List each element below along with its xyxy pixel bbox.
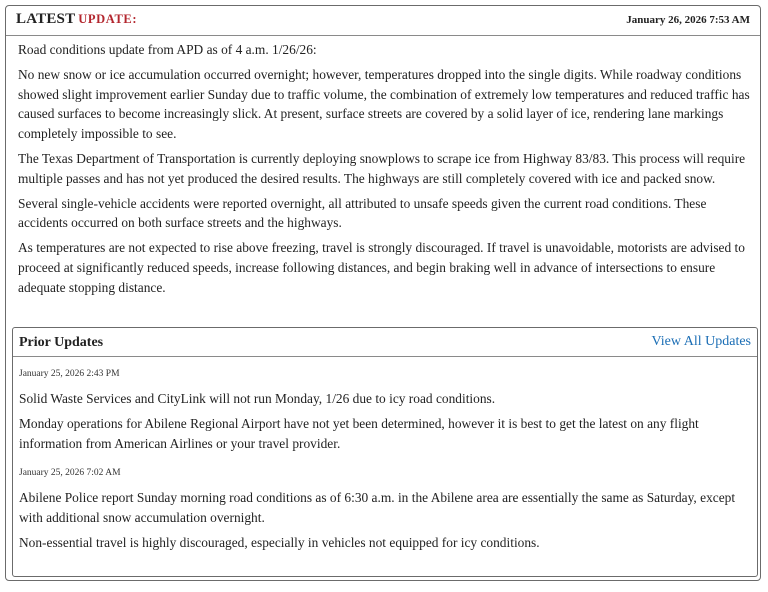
prior-update-timestamp: January 25, 2026 7:02 AM: [19, 468, 121, 479]
update-label: UPDATE:: [78, 12, 138, 26]
latest-update-header: [6, 6, 760, 36]
latest-paragraph: Several single-vehicle accidents were reported overnight, all attributed to unsafe speeds given the current road conditions. These accidents occurred on both surface streets and the highways.: [18, 195, 707, 231]
prior-update-paragraph: Monday operations for Abilene Regional Airport have not yet been determined, however it is best to get the latest on any flight information from American Airlines or your travel provider.: [19, 415, 699, 451]
latest-update-body: [18, 40, 750, 303]
latest-paragraph: Road conditions update from APD as of 4 a.m. 1/26/26:: [18, 42, 317, 57]
prior-updates-list: [19, 368, 749, 567]
prior-update-paragraph: Non-essential travel is highly discouraged, especially in vehicles not equipped for icy conditions.: [19, 534, 540, 550]
latest-update-panel: [5, 5, 761, 581]
latest-paragraph: No new snow or ice accumulation occurred overnight; however, temperatures dropped into the single digits. While roadway conditions showed slight improvement earlier Sunday due to traffic volume, the combination of extremely low temperatures and reduced traffic has caused surfaces to become increasingly slick. At present, surface streets are covered by a solid layer of ice, rendering lane markings completely impossible to see.: [18, 66, 750, 142]
latest-update-timestamp: January 26, 2026 7:53 AM: [626, 14, 750, 26]
prior-update-paragraph: Solid Waste Services and CityLink will not run Monday, 1/26 due to icy road conditions.: [19, 391, 496, 406]
latest-paragraph: As temperatures are not expected to rise above freezing, travel is strongly discouraged. If travel is unavoidable, motorists are advised to proceed at significantly reduced speeds, increase following distances, and begin braking well in advance of intersections to ensure adequate stopping distance.: [18, 240, 745, 295]
prior-updates-header: [13, 328, 757, 357]
prior-updates-panel: [12, 327, 758, 577]
prior-updates-title: Prior Updates: [19, 335, 104, 350]
latest-update-title: [16, 11, 137, 28]
latest-label: LATEST: [16, 11, 76, 27]
prior-update-timestamp: January 25, 2026 2:43 PM: [19, 369, 120, 379]
prior-update-entry: [19, 467, 749, 552]
latest-paragraph: The Texas Department of Transportation is currently deploying snowplows to scrape ice from Highway 83/83. This process will require multiple passes and has not yet produced the desired results. The highways are still completely covered with ice and packed snow.: [18, 150, 746, 186]
prior-update-entry: [19, 368, 749, 453]
view-all-updates-link[interactable]: View All Updates: [651, 334, 751, 349]
prior-update-paragraph: Abilene Police report Sunday morning road conditions as of 6:30 a.m. in the Abilene area are essentially the same as Saturday, except with additional snow accumulation overnight.: [19, 490, 736, 526]
